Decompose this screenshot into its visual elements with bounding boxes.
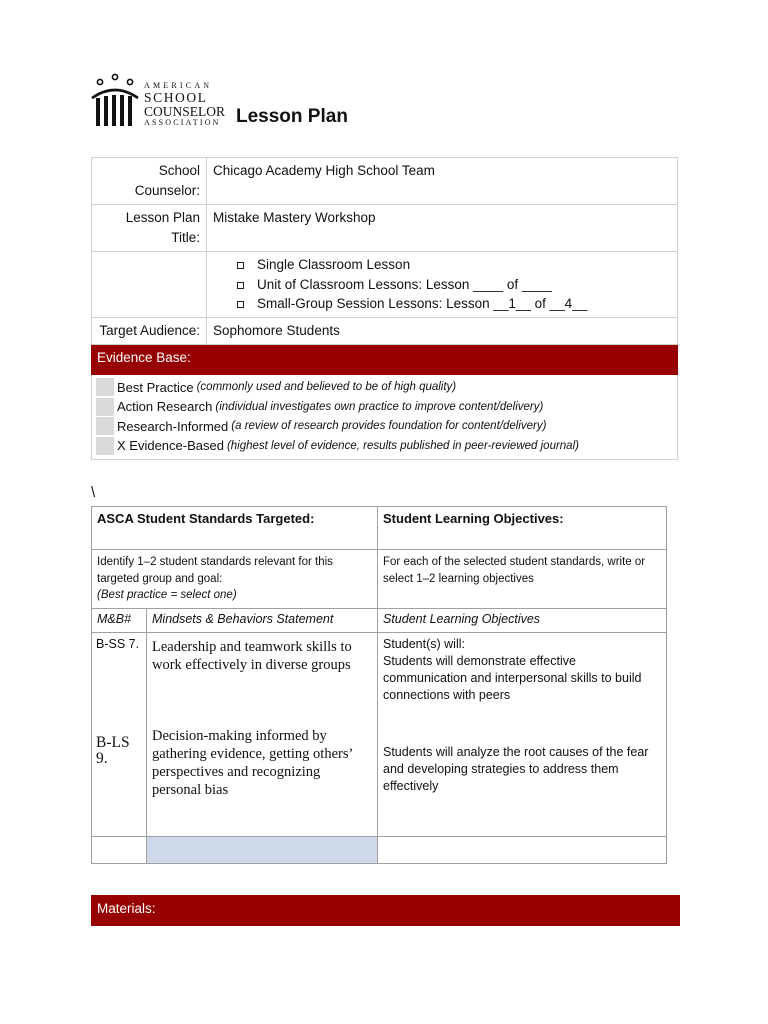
checkbox-icon[interactable] <box>237 262 244 269</box>
lesson-type-small-group[interactable] <box>237 294 671 314</box>
lesson-type-label-unit: Unit of Classroom Lessons: Lesson ____ of ____ <box>257 276 552 292</box>
asca-wordmark <box>144 82 225 127</box>
objectives-instructions: For each of the selected student standards, write or select 1–2 learning objectives <box>378 550 667 609</box>
evidence-item-desc: (commonly used and believed to be of high quality) <box>196 381 457 394</box>
checkbox-icon[interactable] <box>96 437 114 455</box>
counselor-label: School Counselor: <box>92 158 207 205</box>
plan-title-label: Lesson Plan Title: <box>92 205 207 252</box>
lesson-type-row <box>92 252 678 318</box>
lesson-type-unit[interactable] <box>237 275 671 295</box>
page-title: Lesson Plan <box>236 106 348 127</box>
standard-statements[interactable] <box>147 633 378 837</box>
stray-backslash: \ <box>91 484 96 501</box>
evidence-header-row <box>92 344 678 374</box>
evidence-base-header: Evidence Base: <box>92 344 678 374</box>
evidence-item-desc: (highest level of evidence, results published in peer-reviewed journal) <box>226 439 579 452</box>
evidence-item-name: Best Practice <box>117 379 194 395</box>
objectives-header: Student Learning Objectives: <box>378 507 667 550</box>
checkbox-icon[interactable] <box>237 282 244 289</box>
standard-codes[interactable] <box>92 633 147 837</box>
lesson-type-label <box>92 252 207 318</box>
checkbox-icon[interactable] <box>96 398 114 416</box>
standards-header-row <box>92 507 667 550</box>
standard-code-2: B-LS 9. <box>96 734 130 767</box>
page-header <box>90 72 690 132</box>
evidence-item-desc: (individual investigates own practice to improve content/delivery) <box>215 400 544 413</box>
audience-row <box>92 317 678 344</box>
evidence-item[interactable] <box>96 397 673 417</box>
counselor-value[interactable]: Chicago Academy High School Team <box>207 158 678 205</box>
standard-statement-1: Leadership and teamwork skills to work effectively in diverse groups <box>152 639 352 673</box>
objective-2: Students will analyze the root causes of the fear and developing strategies to address them effectively <box>383 745 649 793</box>
plan-title-value[interactable]: Mistake Mastery Workshop <box>207 205 678 252</box>
lesson-type-single[interactable] <box>237 255 671 275</box>
evidence-item[interactable] <box>96 378 673 398</box>
standards-table <box>91 506 667 864</box>
col-objectives-header: Student Learning Objectives <box>378 609 667 633</box>
lesson-type-label-single: Single Classroom Lesson <box>257 257 411 272</box>
audience-value[interactable]: Sophomore Students <box>207 317 678 344</box>
standards-instruction-text: Identify 1–2 student standards relevant for this targeted group and goal: <box>97 556 333 585</box>
counselor-row <box>92 158 678 205</box>
evidence-list-row <box>92 374 678 459</box>
empty-code-cell[interactable] <box>92 837 147 864</box>
evidence-item-name: Research-Informed <box>117 418 229 434</box>
logo-line-2: SCHOOL <box>144 90 208 105</box>
standards-instructions <box>92 550 378 609</box>
standards-content-row <box>92 633 667 837</box>
objective-intro: Student(s) will: <box>383 637 465 651</box>
materials-header: Materials: <box>91 895 680 926</box>
logo-line-4: ASSOCIATION <box>144 118 221 127</box>
empty-objective-cell[interactable] <box>378 837 667 864</box>
evidence-base-list <box>92 374 678 459</box>
plan-title-row <box>92 205 678 252</box>
instructions-row <box>92 550 667 609</box>
objective-1: Students will demonstrate effective communication and interpersonal skills to build connections with peers <box>383 654 642 702</box>
audience-label: Target Audience: <box>92 317 207 344</box>
standard-code-1: B-SS 7. <box>96 637 140 651</box>
evidence-item[interactable] <box>96 436 673 456</box>
logo-line-1: AMERICAN <box>144 81 213 90</box>
empty-row <box>92 837 667 864</box>
asca-columns-icon <box>90 72 142 128</box>
lesson-info-table <box>91 157 678 460</box>
standards-header: ASCA Student Standards Targeted: <box>92 507 378 550</box>
standard-statement-2: Decision-making informed by gathering evidence, getting others’ perspectives and recognizing personal bias <box>152 728 353 798</box>
lesson-type-options <box>207 252 678 318</box>
evidence-item-name: Action Research <box>117 399 213 415</box>
evidence-item[interactable] <box>96 417 673 437</box>
empty-statement-cell[interactable] <box>147 837 378 864</box>
learning-objectives[interactable] <box>378 633 667 837</box>
checkbox-icon[interactable] <box>96 378 114 396</box>
col-code-header: M&B# <box>92 609 147 633</box>
evidence-item-desc: (a review of research provides foundation for content/delivery) <box>231 420 547 433</box>
checkbox-icon[interactable] <box>96 417 114 435</box>
col-statement-header: Mindsets & Behaviors Statement <box>147 609 378 633</box>
checkbox-icon[interactable] <box>237 301 244 308</box>
column-header-row <box>92 609 667 633</box>
evidence-item-name: X Evidence-Based <box>117 438 224 454</box>
asca-logo <box>90 72 230 128</box>
standards-instruction-note: (Best practice = select one) <box>97 589 237 601</box>
lesson-type-label-small-group: Small-Group Session Lessons: Lesson __1__ of __4__ <box>257 296 588 311</box>
logo-line-3: COUNSELOR <box>144 103 226 119</box>
